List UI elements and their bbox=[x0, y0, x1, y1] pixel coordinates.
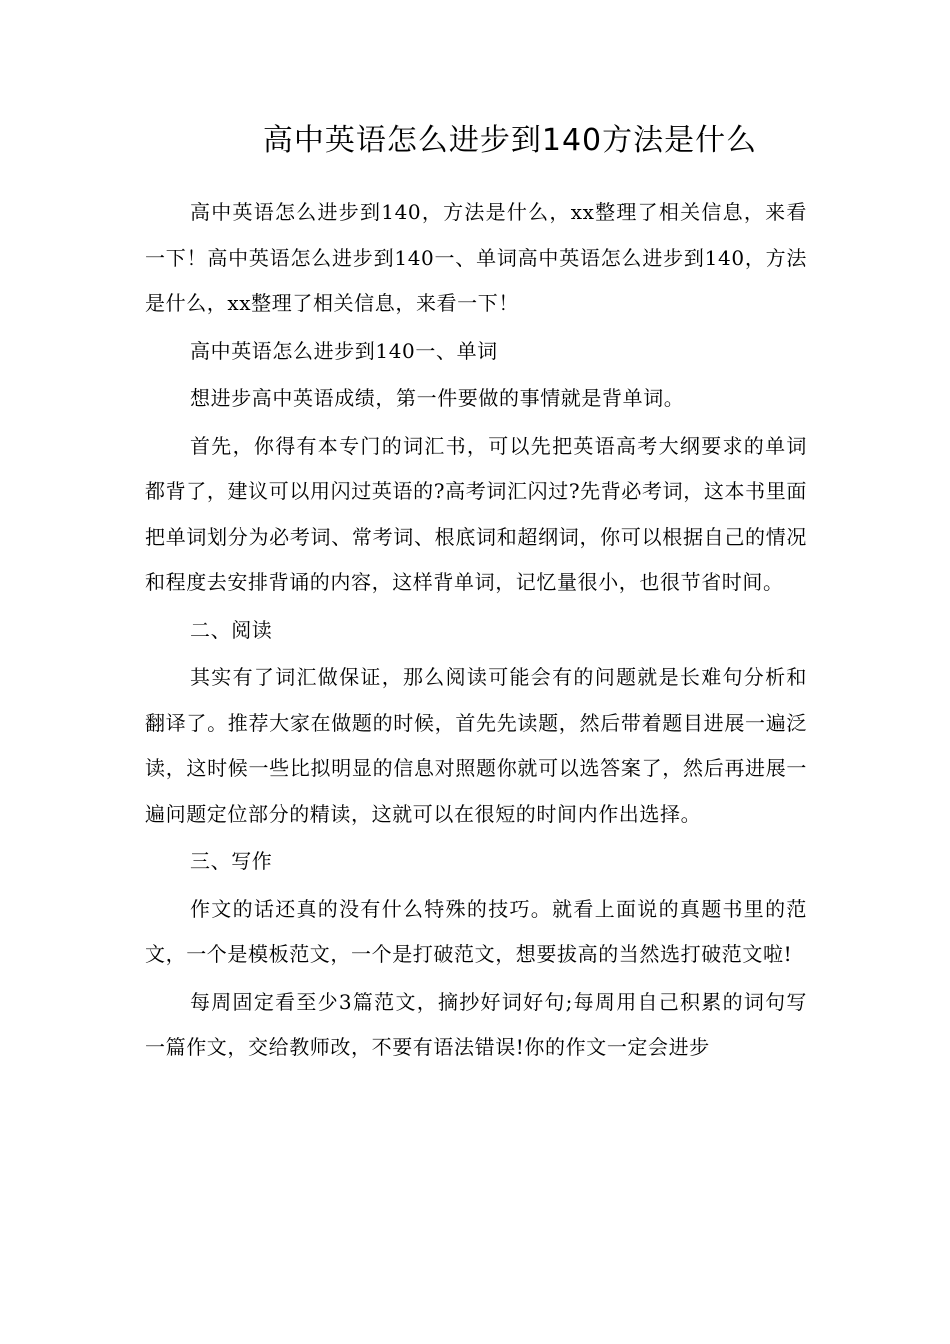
paragraph-writing-detail: 作文的话还真的没有什么特殊的技巧。就看上面说的真题书里的范文，一个是模板范文，一个是打破范文，想要拔高的当然选打破范文啦! bbox=[145, 896, 807, 966]
paragraph-vocabulary-detail: 首先，你得有本专门的词汇书，可以先把英语高考大纲要求的单词都背了，建议可以用闪过英语的?高考词汇闪过?先背必考词，这本书里面把单词划分为必考词、常考词、根底词和超纲词，你可以根据自己的情况和程度去安排背诵的内容，这样背单词，记忆量很小，也很节省时间。 bbox=[145, 433, 807, 594]
paragraph-intro: 高中英语怎么进步到140，方法是什么，xx整理了相关信息，来看一下！高中英语怎么进步到140一、单词高中英语怎么进步到140，方法是什么，xx整理了相关信息，来看一下！ bbox=[145, 200, 807, 315]
paragraph-vocabulary-lead: 想进步高中英语成绩，第一件要做的事情就是背单词。 bbox=[190, 386, 685, 410]
paragraph-writing-practice: 每周固定看至少3篇范文，摘抄好词好句;每周用自己积累的词句写一篇作文，交给教师改，不要有语法错误!你的作文一定会进步 bbox=[145, 989, 807, 1059]
paragraph-heading-vocabulary: 高中英语怎么进步到140一、单词 bbox=[190, 338, 498, 363]
paragraph-heading-writing: 三、写作 bbox=[190, 849, 273, 873]
document-title: 高中英语怎么进步到140方法是什么 bbox=[262, 123, 758, 158]
document-body bbox=[145, 190, 807, 1073]
paragraph-reading-detail: 其实有了词汇做保证，那么阅读可能会有的问题就是长难句分析和翻译了。推荐大家在做题的时候，首先先读题，然后带着题目进展一遍泛读，这时候一些比拟明显的信息对照题你就可以选答案了，然后再进展一遍问题定位部分的精读，这就可以在很短的时间内作出选择。 bbox=[145, 665, 807, 826]
paragraph-heading-reading: 二、阅读 bbox=[190, 617, 273, 642]
